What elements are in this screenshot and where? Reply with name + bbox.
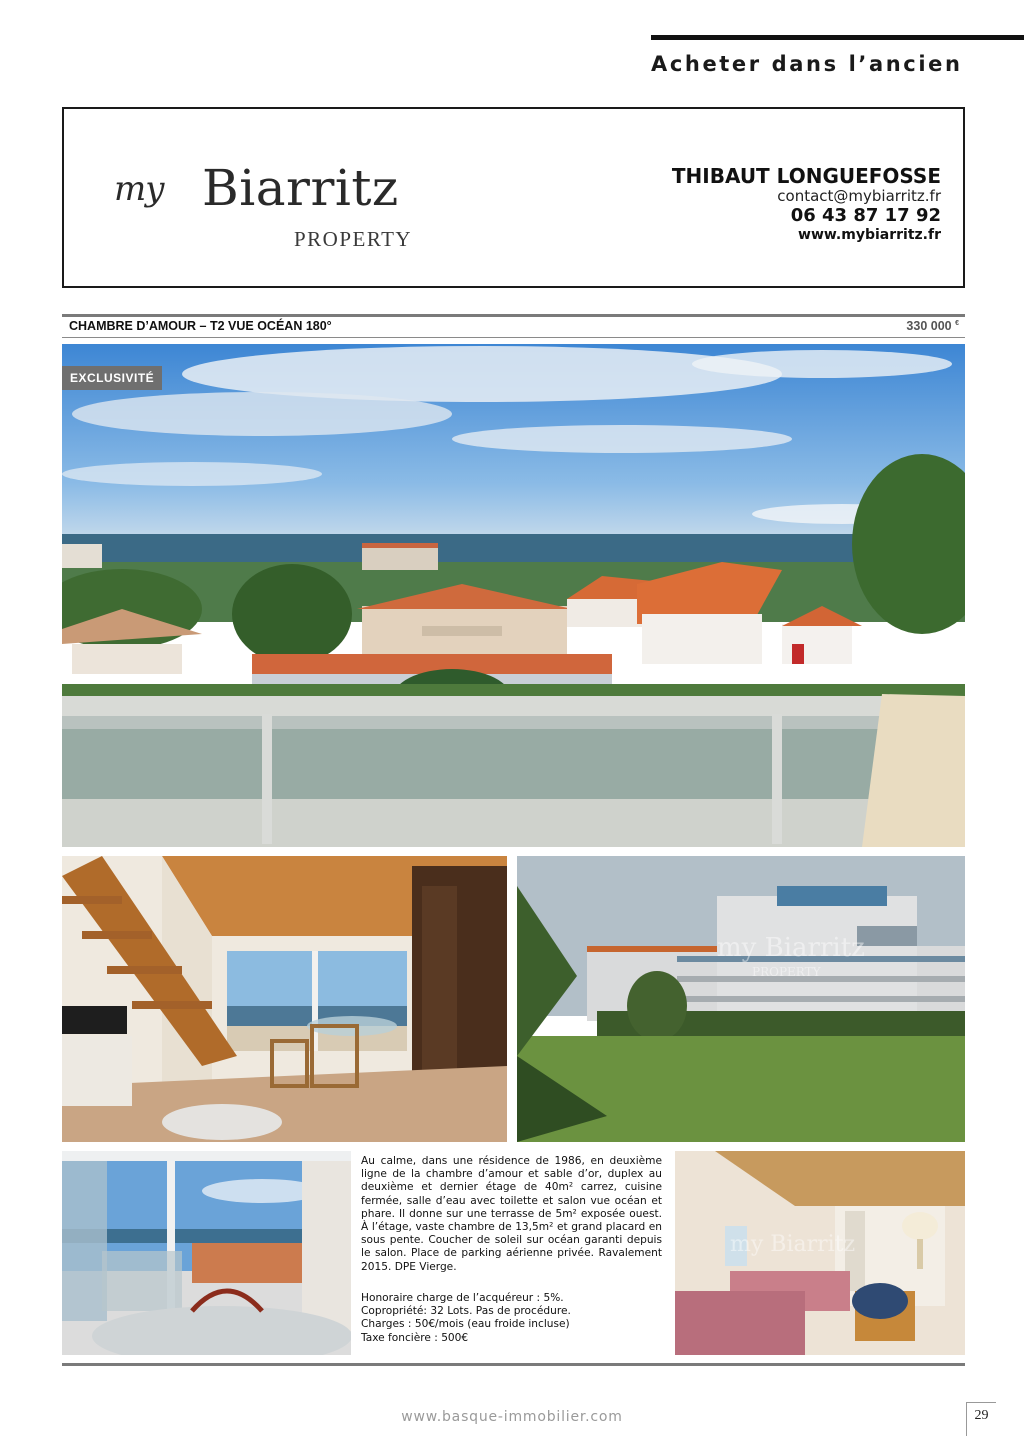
bottom-rule xyxy=(62,1363,965,1366)
listing-rule-top xyxy=(62,314,965,317)
footer-website[interactable]: www.basque-immobilier.com xyxy=(401,1409,623,1425)
contact-website[interactable]: www.mybiarritz.fr xyxy=(798,227,941,243)
listing-title: CHAMBRE D’AMOUR – T2 VUE OCÉAN 180° xyxy=(69,319,332,333)
photo-living-room xyxy=(62,856,507,1142)
info-copropriete: Copropriété: 32 Lots. Pas de procédure. xyxy=(361,1305,571,1318)
photo-residence-exterior xyxy=(517,856,965,1142)
header-rule xyxy=(651,35,1024,40)
photo-bedroom xyxy=(675,1151,965,1355)
logo-sub: PROPERTY xyxy=(294,227,413,251)
photo-watermark-sub: PROPERTY xyxy=(752,965,821,979)
logo-script: my xyxy=(114,169,164,209)
contact-email[interactable]: contact@mybiarritz.fr xyxy=(777,187,941,205)
listing-rule-bottom xyxy=(62,337,965,338)
agency-contact xyxy=(581,164,941,244)
listing-info xyxy=(361,1292,662,1345)
price-value: 330 000 xyxy=(906,319,952,333)
exclusivity-badge: EXCLUSIVITÉ xyxy=(62,366,162,390)
agency-logo xyxy=(114,159,434,259)
contact-name: THIBAUT LONGUEFOSSE xyxy=(671,164,941,188)
photo-terrace-window xyxy=(62,1151,351,1355)
bedroom-watermark: my Biarritz xyxy=(730,1232,856,1257)
agency-box xyxy=(62,107,965,288)
price-currency: € xyxy=(955,319,959,327)
contact-phone[interactable]: 06 43 87 17 92 xyxy=(790,205,941,226)
listing-price xyxy=(906,319,959,333)
listing-description: Au calme, dans une résidence de 1986, en deuxième ligne de la chambre d’amour et sable d’or, duplex au deuxième et dernier étage de 40m² carrez, cuisine fermée, salle d’eau avec toilette et salon vue océan et phare. Il donne sur une terrasse de 5m² exposée ouest. À l’étage, vaste chambre de 13,5m² et grand placard en sous pente. Coucher de soleil sur océan garanti depuis le salon. Place de parking aérienne privée. Ravalement 2015. DPE Vierge. xyxy=(361,1155,662,1273)
info-charges: Charges : 50€/mois (eau froide incluse) xyxy=(361,1318,570,1331)
photo-ocean-view xyxy=(62,344,965,847)
info-taxe: Taxe foncière : 500€ xyxy=(361,1331,469,1344)
page-number: 29 xyxy=(966,1402,996,1436)
info-fees: Honoraire charge de l’acquéreur : 5%. xyxy=(361,1292,564,1304)
logo-main: Biarritz xyxy=(202,159,399,217)
section-title: Acheter dans l’ancien xyxy=(651,52,963,76)
photo-watermark-main: my Biarritz xyxy=(717,933,865,963)
